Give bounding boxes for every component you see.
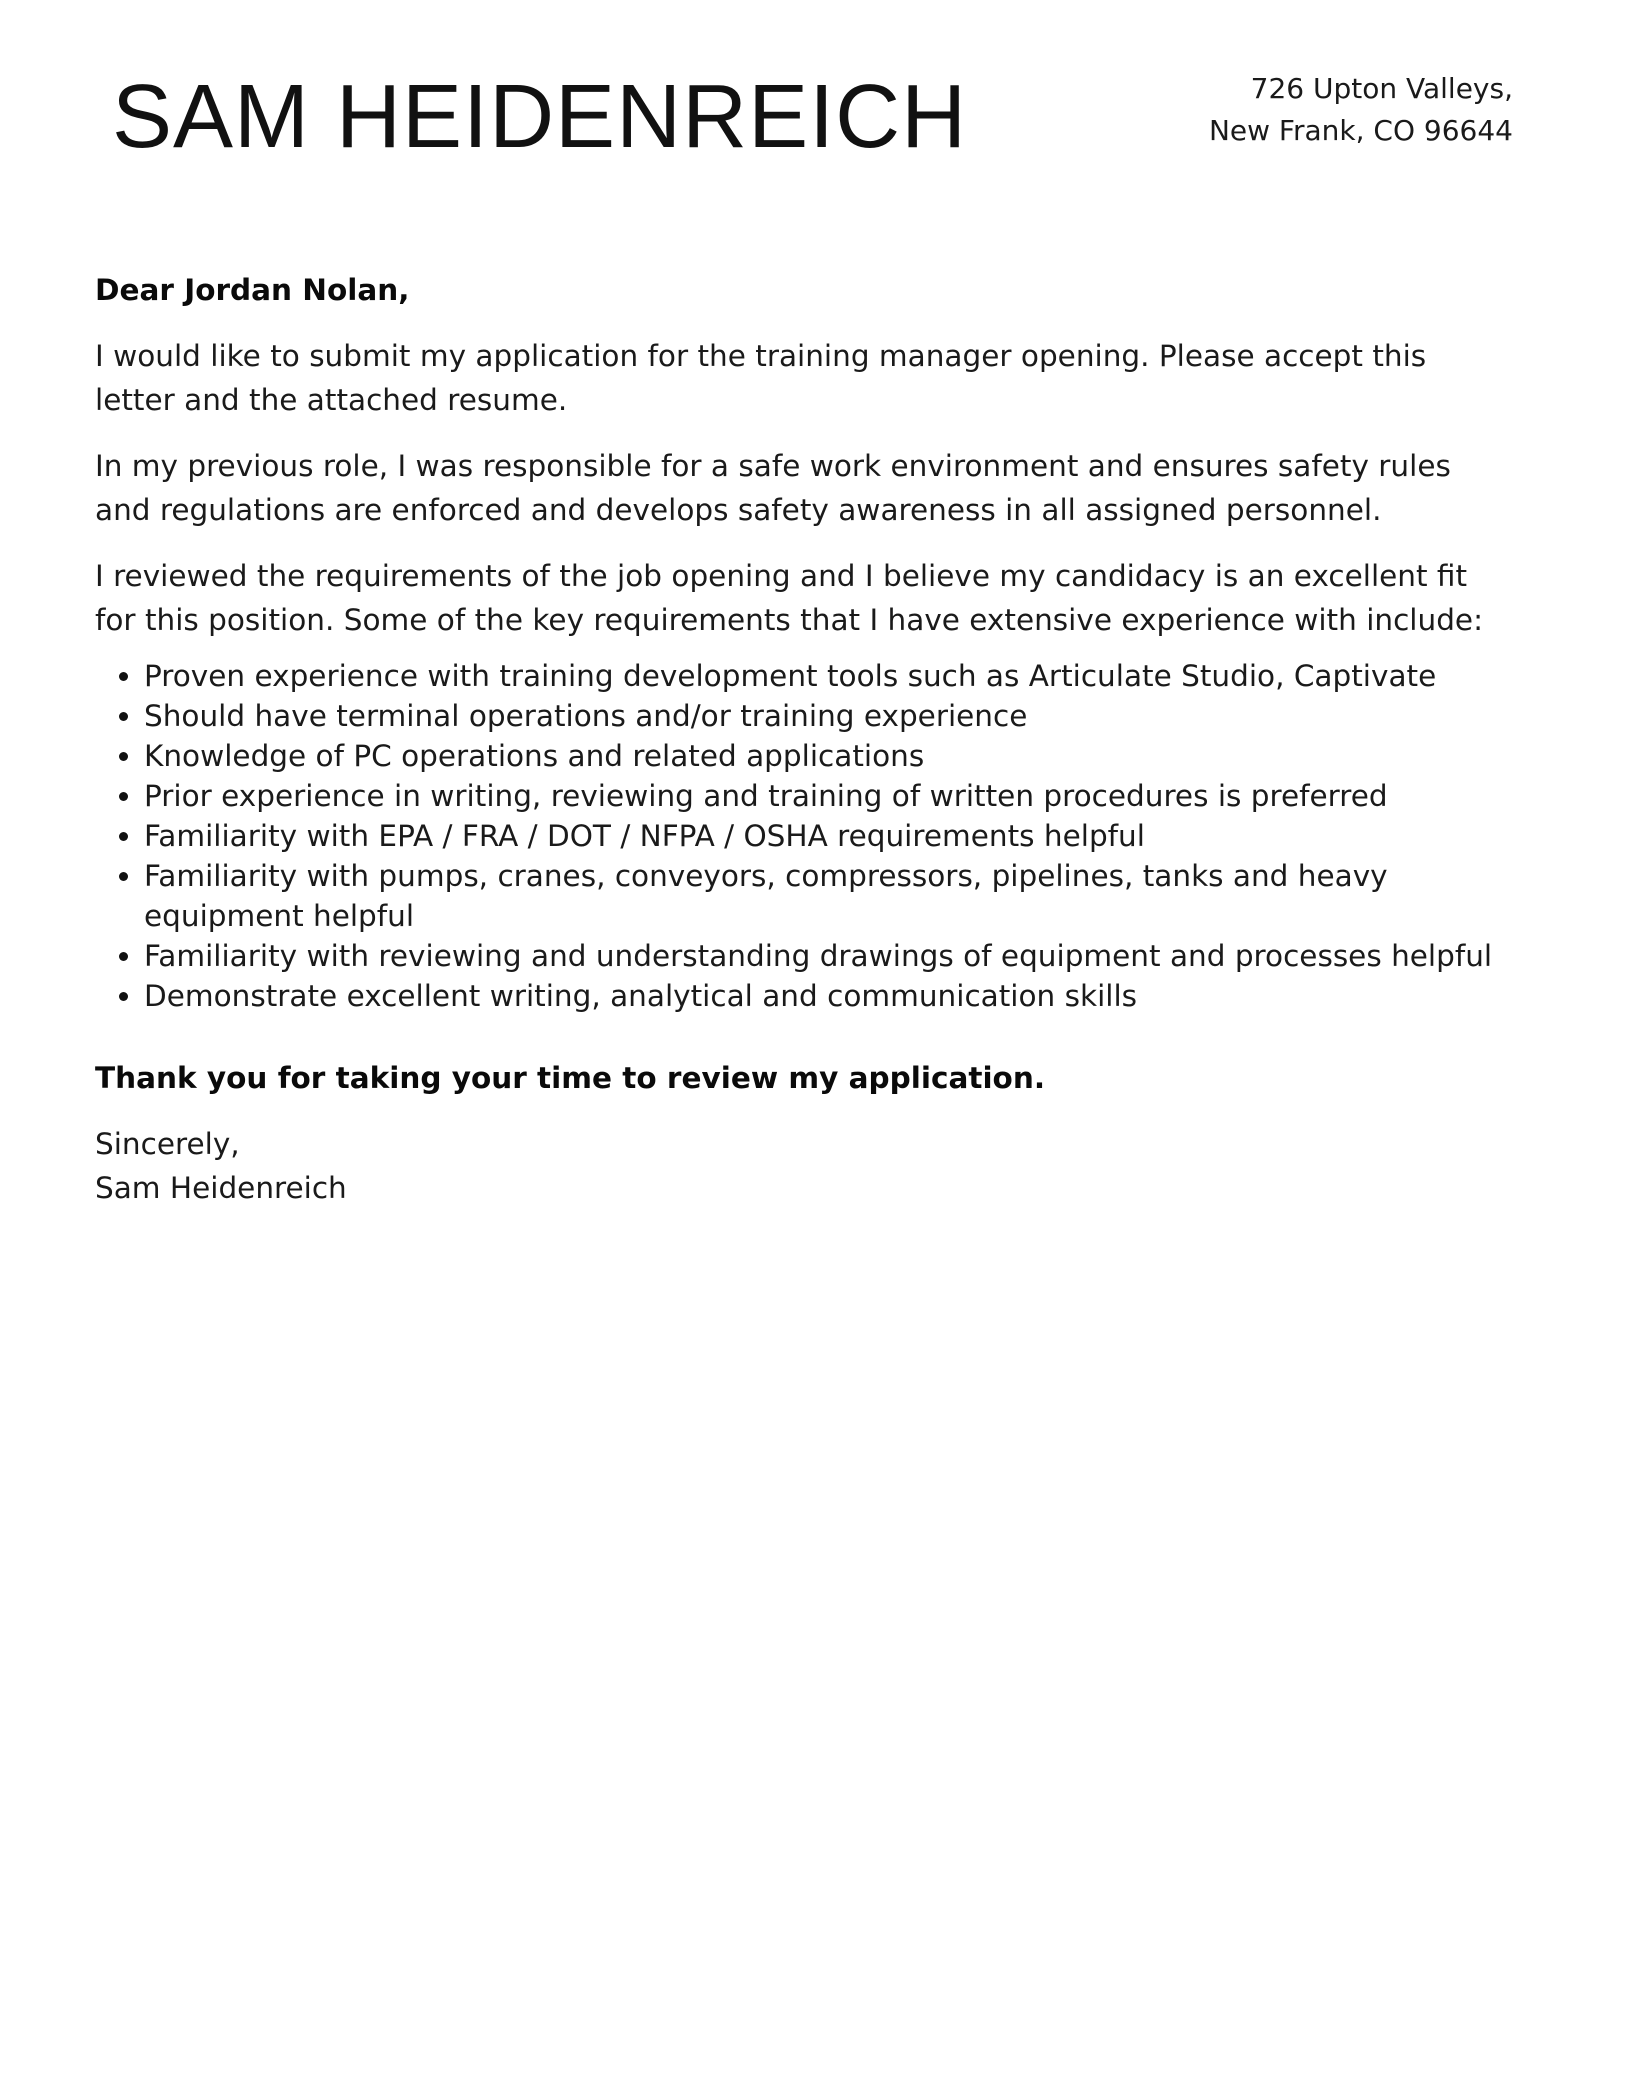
signature: Sam Heidenreich [95,1171,347,1205]
list-item [95,976,1515,1016]
requirement-text: Familiarity with EPA / FRA / DOT / NFPA / OSHA requirements helpful [144,819,1145,853]
requirements-list [95,656,1515,1016]
letter-header [0,0,1632,200]
paragraph-intro: I would like to submit my application for the training manager opening. Please accept this letter and the attached resume. [95,339,1427,417]
bullet-icon [119,752,128,761]
bullet-icon [119,792,128,801]
requirement-text: Knowledge of PC operations and related applications [144,739,925,773]
list-item [95,696,1515,736]
bullet-icon [119,832,128,841]
requirement-text: Proven experience with training development tools such as Articulate Studio, Captivate [144,659,1437,693]
requirement-text: Familiarity with pumps, cranes, conveyors, compressors, pipelines, tanks and heavy equipment helpful [144,859,1388,933]
list-item [95,816,1515,856]
paragraph-requirements-intro: I reviewed the requirements of the job opening and I believe my candidacy is an excellent fit for this position. Some of the key requirements that I have extensive experience with include: [95,559,1484,637]
bullet-icon [119,712,128,721]
requirement-text: Familiarity with reviewing and understanding drawings of equipment and processes helpful [144,939,1493,973]
closing: Sincerely, [95,1127,240,1161]
bullet-icon [119,992,128,1001]
thanks-line: Thank you for taking your time to review my application. [95,1061,1046,1095]
list-item [95,656,1515,696]
list-item [95,736,1515,776]
applicant-name: SAM HEIDENREICH [112,67,968,167]
bullet-icon [119,952,128,961]
salutation: Dear Jordan Nolan, [95,273,410,307]
list-item [95,936,1515,976]
list-item [95,776,1515,816]
bullet-icon [119,872,128,881]
list-item [95,856,1515,936]
requirement-text: Prior experience in writing, reviewing and training of written procedures is preferred [144,779,1388,813]
requirement-text: Demonstrate excellent writing, analytical and communication skills [144,979,1138,1013]
closing-block [95,1122,1515,1210]
address-line-2: New Frank, CO 96644 [1208,114,1513,147]
applicant-address [1209,68,1513,152]
paragraph-previous-role: In my previous role, I was responsible for a safe work environment and ensures safety rules and regulations are enforced and develops safety awareness in all assigned personnel. [95,449,1451,527]
bullet-icon [119,672,128,681]
requirement-text: Should have terminal operations and/or training experience [144,699,1028,733]
address-line-1: 726 Upton Valleys, [1250,72,1513,105]
letter-body [95,268,1515,1210]
